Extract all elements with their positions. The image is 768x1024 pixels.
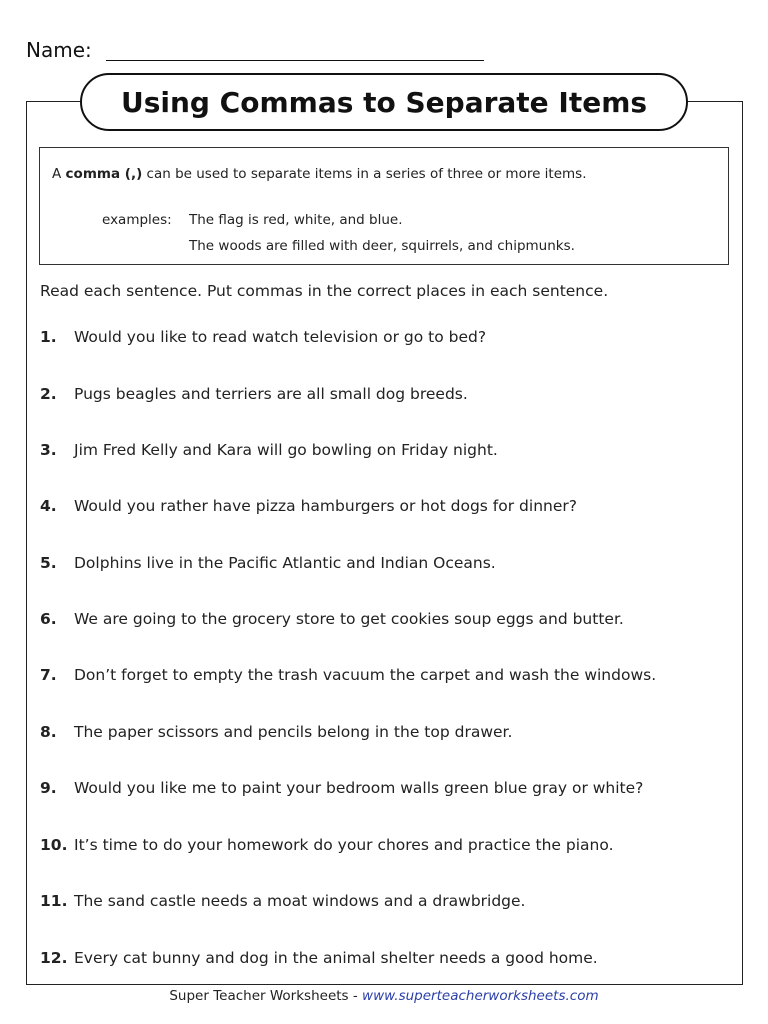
- footer-url-link[interactable]: www.superteacherworksheets.com: [362, 988, 599, 1004]
- sentence-item: [40, 949, 598, 967]
- sentence-item: [40, 666, 656, 684]
- rule-box: [39, 147, 729, 265]
- sentence-item: [40, 723, 512, 741]
- worksheet-title: Using Commas to Separate Items: [80, 73, 688, 131]
- item-number: 3.: [40, 441, 57, 459]
- item-text: Don’t forget to empty the trash vacuum the carpet and wash the windows.: [74, 666, 657, 684]
- rule-text: can be used to separate items in a series of three or more items.: [146, 166, 587, 182]
- item-text: The sand castle needs a moat windows and a drawbridge.: [74, 892, 526, 910]
- item-number: 7.: [40, 666, 57, 684]
- item-number: 2.: [40, 385, 57, 403]
- item-number: 4.: [40, 497, 57, 515]
- sentence-item: [40, 892, 525, 910]
- item-text: It’s time to do your homework do your chores and practice the piano.: [74, 836, 614, 854]
- example-1: The flag is red, white, and blue.: [189, 212, 403, 228]
- sentence-item: [40, 328, 486, 346]
- item-text: Dolphins live in the Pacific Atlantic and Indian Oceans.: [74, 554, 496, 572]
- item-text: Pugs beagles and terriers are all small dog breeds.: [74, 385, 468, 403]
- example-2: The woods are filled with deer, squirrels, and chipmunks.: [189, 238, 575, 254]
- sentence-item: [40, 836, 614, 854]
- sentence-item: [40, 441, 498, 459]
- examples-label: examples:: [102, 212, 172, 228]
- rule-prefix: A: [52, 166, 62, 182]
- sentence-item: [40, 385, 468, 403]
- item-text: Would you like me to paint your bedroom walls green blue gray or white?: [74, 779, 644, 797]
- item-number: 10.: [40, 836, 68, 854]
- item-text: We are going to the grocery store to get cookies soup eggs and butter.: [74, 610, 624, 628]
- rule-definition: [52, 166, 587, 182]
- sentence-item: [40, 497, 577, 515]
- item-number: 1.: [40, 328, 57, 346]
- footer-site-name: Super Teacher Worksheets -: [169, 988, 358, 1004]
- item-text: Jim Fred Kelly and Kara will go bowling on Friday night.: [74, 441, 498, 459]
- item-number: 9.: [40, 779, 57, 797]
- item-number: 12.: [40, 949, 68, 967]
- footer: [0, 988, 768, 1004]
- rule-term: comma (,): [65, 166, 143, 182]
- sentence-item: [40, 779, 643, 797]
- item-number: 6.: [40, 610, 57, 628]
- item-number: 8.: [40, 723, 57, 741]
- name-line[interactable]: [106, 60, 484, 61]
- name-label: Name:: [26, 38, 92, 62]
- sentence-item: [40, 554, 496, 572]
- item-text: Every cat bunny and dog in the animal shelter needs a good home.: [74, 949, 598, 967]
- sentence-item: [40, 610, 624, 628]
- item-number: 5.: [40, 554, 57, 572]
- item-text: The paper scissors and pencils belong in the top drawer.: [74, 723, 513, 741]
- instructions: Read each sentence. Put commas in the correct places in each sentence.: [40, 282, 609, 300]
- item-text: Would you rather have pizza hamburgers or hot dogs for dinner?: [74, 497, 577, 515]
- item-text: Would you like to read watch television or go to bed?: [74, 328, 487, 346]
- item-number: 11.: [40, 892, 68, 910]
